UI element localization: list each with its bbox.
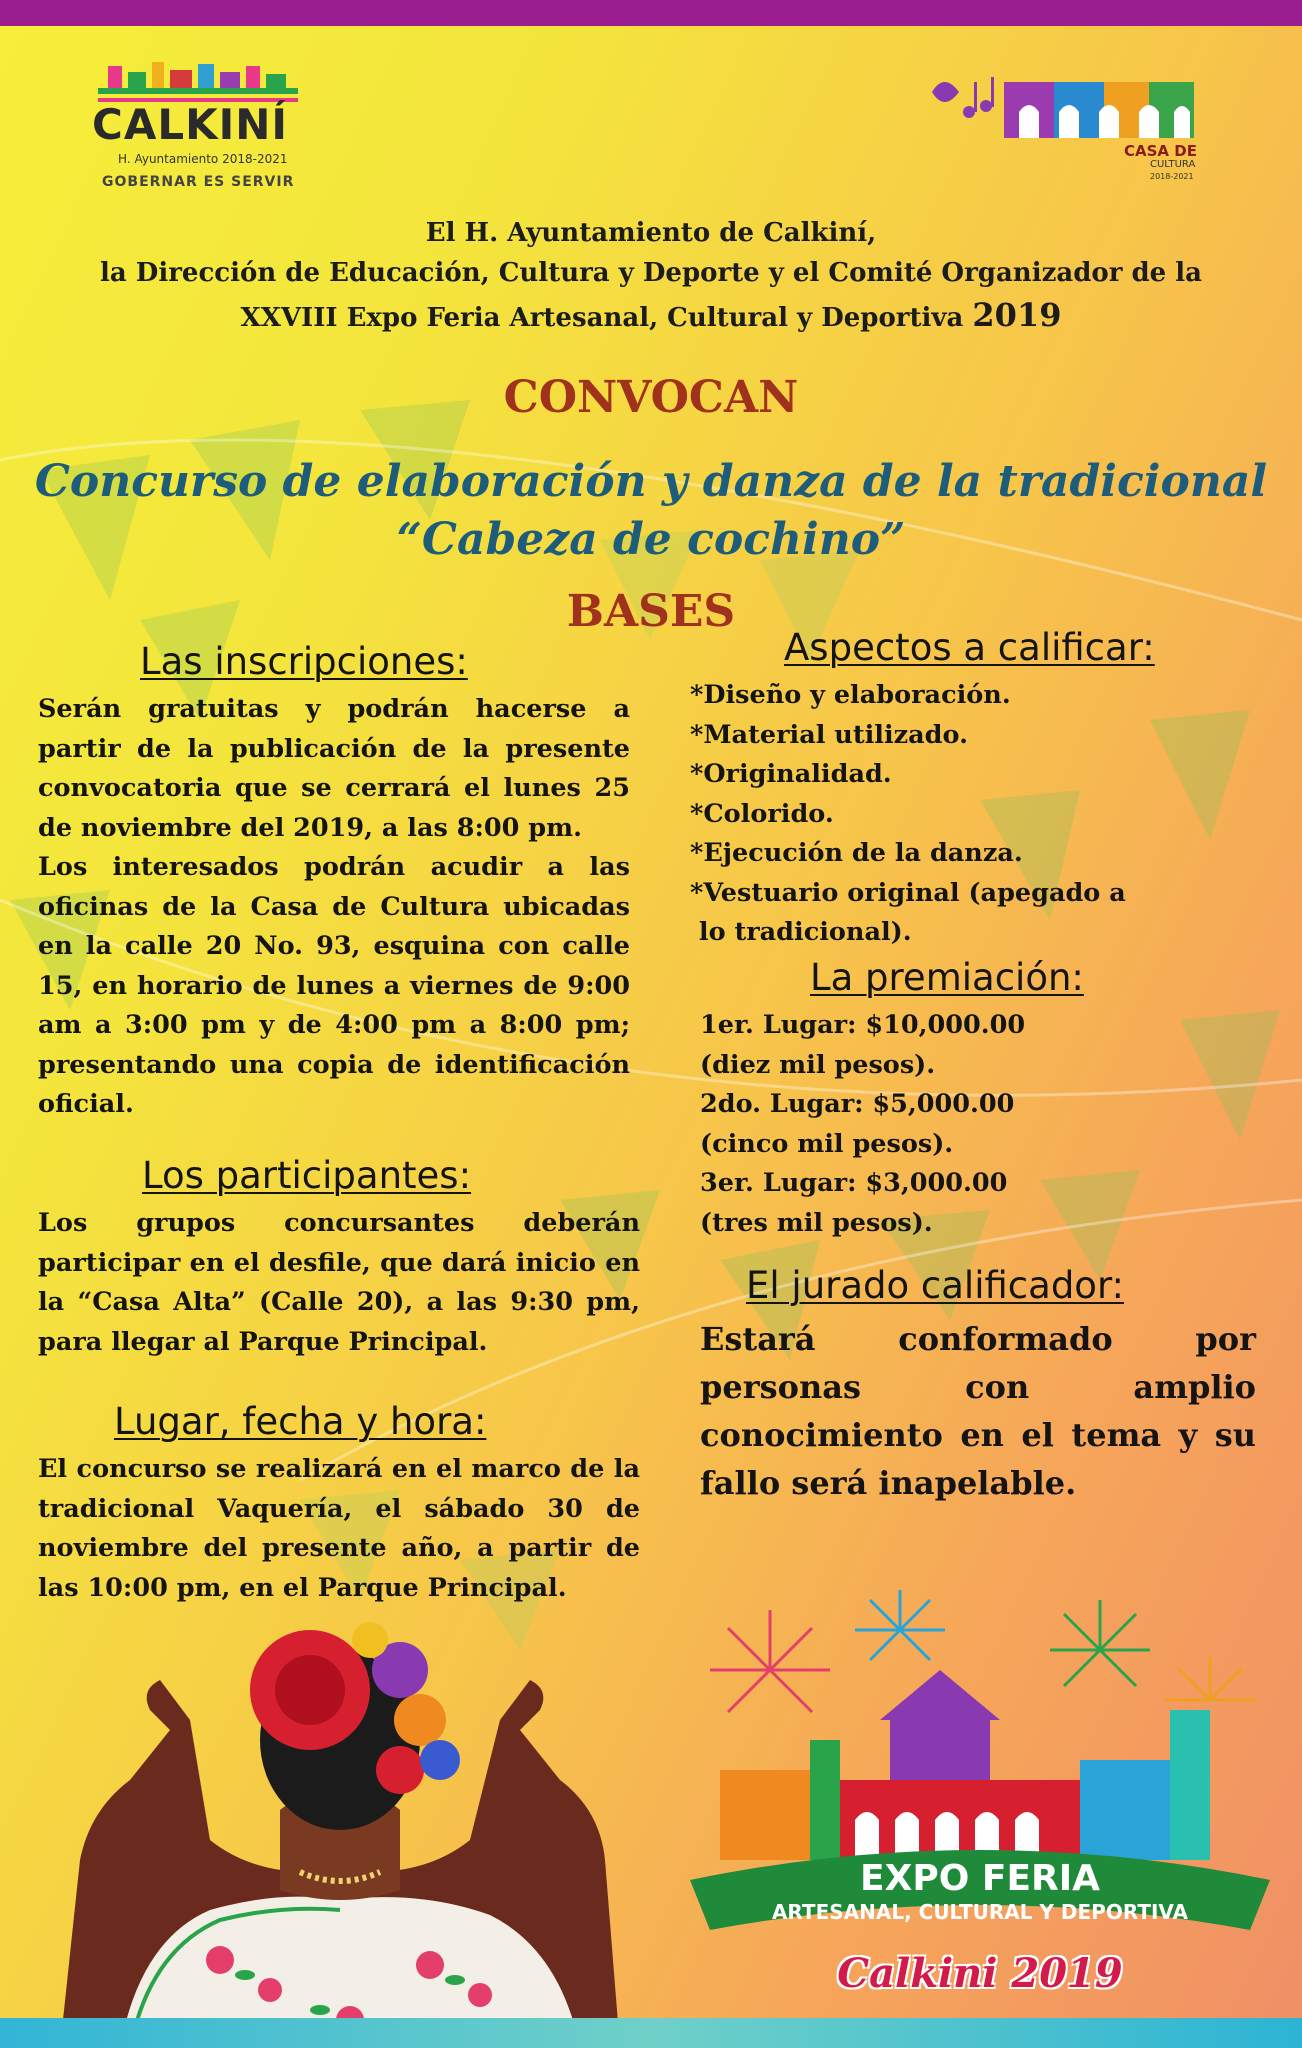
jurado-text: Estará conformado por personas con amplio conocimiento en el tema y su fallo será inapelable.: [700, 1320, 1256, 1502]
calkini-logo-slogan: GOBERNAR ES SERVIR: [102, 174, 295, 190]
premio-line: 3er. Lugar: $3,000.00: [700, 1168, 1008, 1198]
intro-line-3-text: XXVIII Expo Feria Artesanal, Cultural y Deportiva: [240, 303, 964, 333]
expo-feria-title: EXPO FERIA: [859, 1858, 1101, 1899]
casa-de-cultura-logo: [924, 62, 1214, 192]
casa-logo-title: CASA DE: [1124, 142, 1197, 160]
inscripciones-text-1: Serán gratuitas y podrán hacerse a partir de la publicación de la presente convocatoria que se cerrará el lunes 25 de noviembre del 2019, a las 8:00 pm.: [38, 694, 630, 843]
calkini-logo: [88, 58, 308, 198]
lugar-text: El concurso se realizará en el marco de la tradicional Vaquería, el sábado 30 de noviembre del presente año, a partir de las 10:00 pm, en el Parque Principal.: [38, 1454, 640, 1603]
inscripciones-text-2: Los interesados podrán acudir a las oficinas de la Casa de Cultura ubicadas en la calle 20 No. 93, esquina con calle 15, en horario de lunes a viernes de 9:00 am a 3:00 pm y de 4:00 pm a 8:00 pm; presentando una copia de identificación oficial.: [38, 852, 630, 1119]
aspecto-item: *Originalidad.: [690, 759, 892, 789]
premiacion-list: [700, 1006, 1025, 1243]
woman-illustration: [60, 1610, 620, 2048]
aspectos-list: [690, 676, 1126, 953]
intro-year: 2019: [972, 296, 1062, 334]
casa-logo-years: 2018-2021: [1150, 172, 1194, 181]
contest-title-line-2: “Cabeza de cochino”: [396, 514, 906, 565]
aspecto-item: *Colorido.: [690, 798, 834, 829]
premio-line: 1er. Lugar: $10,000.00: [700, 1010, 1026, 1040]
aspecto-item: lo tradicional).: [690, 917, 912, 947]
aspecto-item: *Diseño y elaboración.: [690, 680, 1011, 710]
bottom-color-bar: [0, 2018, 1302, 2048]
aspecto-item: *Ejecución de la danza.: [690, 838, 1023, 868]
participantes-text: Los grupos concursantes deberán participar en el desfile, que dará inicio en la “Casa Alta” (Calle 20), a las 9:30 pm, para llegar al Parque Principal.: [38, 1208, 640, 1357]
convocan-heading: CONVOCAN: [503, 372, 799, 423]
aspecto-item: *Vestuario original (apegado a: [690, 877, 1126, 908]
participantes-heading: Los participantes:: [142, 1154, 472, 1197]
premio-line: 2do. Lugar: $5,000.00: [700, 1089, 1015, 1119]
lugar-heading: Lugar, fecha y hora:: [114, 1400, 487, 1443]
premio-line: (cinco mil pesos).: [700, 1128, 954, 1159]
top-color-bar: [0, 0, 1302, 26]
premio-line: (tres mil pesos).: [700, 1207, 933, 1238]
inscripciones-heading: Las inscripciones:: [140, 640, 468, 683]
aspectos-heading: Aspectos a calificar:: [784, 626, 1155, 669]
expo-feria-city-year: Calkini 2019: [837, 1950, 1123, 1997]
intro-line-3: [60, 296, 1242, 334]
calkini-logo-name: CALKINÍ: [92, 100, 289, 149]
premiacion-heading: La premiación:: [810, 956, 1084, 999]
bases-heading: BASES: [566, 586, 736, 637]
intro-line-2: la Dirección de Educación, Cultura y Deporte y el Comité Organizador de la: [100, 258, 1202, 288]
casa-arches-icon: [924, 62, 1214, 142]
calkini-logo-subtitle: H. Ayuntamiento 2018-2021: [118, 152, 288, 166]
casa-logo-subtitle: CULTURA: [1150, 159, 1196, 170]
intro-line-1: El H. Ayuntamiento de Calkiní,: [425, 218, 877, 248]
expo-feria-logo: [680, 1590, 1280, 2018]
contest-title-line-1: Concurso de elaboración y danza de la tradicional: [34, 456, 1268, 507]
expo-feria-subtitle: ARTESANAL, CULTURAL Y DEPORTIVA: [771, 1900, 1189, 1924]
aspecto-item: *Material utilizado.: [690, 719, 968, 750]
premio-line: (diez mil pesos).: [700, 1049, 936, 1080]
jurado-heading: El jurado calificador:: [746, 1264, 1124, 1307]
